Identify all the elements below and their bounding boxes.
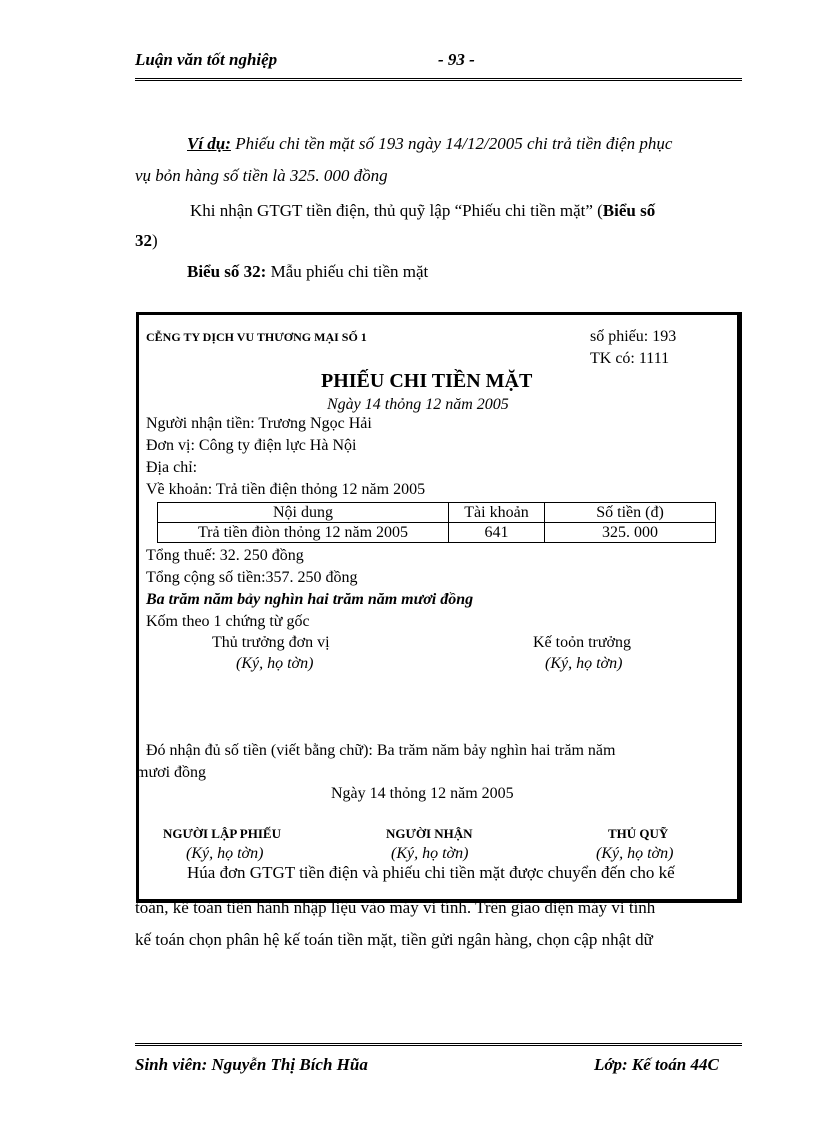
example-text: Phiếu chi tền mặt số 193 ngày 14/12/2005 chi trả tiền điện phục (230, 134, 673, 153)
chief-accountant: Kế toỏn trưởng (533, 634, 632, 651)
paragraph-line-1 (190, 201, 655, 221)
grand-total: Tổng cộng số tiền:357. 250 đồng (146, 569, 358, 586)
after-line-1: Húa đơn GTGT tiền điện và phiếu chi tiền mặt được chuyển đến cho kế (187, 863, 675, 882)
chief-accountant-sign: (Ký, họ tờn) (545, 655, 623, 672)
table-cell: 325. 000 (545, 523, 716, 543)
voucher-number: số phiếu: 193 (590, 328, 677, 345)
footer-rule (135, 1043, 742, 1046)
credit-account: TK có: 1111 (590, 350, 670, 367)
example-line-2: vụ bỏn hàng số tiền là 325. 000 đồng (135, 166, 388, 185)
voucher-table (157, 502, 716, 543)
caption-label: Biểu số 32: (187, 262, 267, 281)
caption-text: Mẫu phiếu chi tiền mặt (266, 262, 429, 281)
receiver-sign: (Ký, họ tờn) (391, 845, 469, 862)
caption (187, 262, 428, 282)
preparer-label: NGƯỜI LẬP PHIẾU (163, 826, 281, 841)
received-line-1: Đó nhận đủ số tiền (viết bằng chữ): Ba trăm năm bảy nghìn hai trăm năm (146, 742, 616, 759)
attachments: Kốm theo 1 chứng từ gốc (146, 613, 310, 630)
received-line-2: mươi đồng (136, 764, 207, 781)
voucher-date: Ngày 14 thỏng 12 năm 2005 (327, 396, 509, 413)
head-of-unit: Thủ trưởng đơn vị (212, 634, 330, 651)
preparer-sign: (Ký, họ tờn) (186, 845, 264, 862)
purpose: Về khoản: Trả tiền điện thỏng 12 năm 2005 (146, 481, 426, 498)
table-header-row (158, 503, 716, 523)
paragraph-line-2 (135, 231, 158, 251)
paragraph-bold: Biểu số (602, 201, 656, 220)
unit: Đơn vị: Công ty điện lực Hà Nội (146, 437, 357, 454)
table-cell: Trả tiền điòn thỏng 12 năm 2005 (158, 523, 449, 543)
table-cell: 641 (449, 523, 545, 543)
header-rule (135, 78, 742, 81)
total-tax: Tổng thuế: 32. 250 đồng (146, 547, 304, 564)
voucher-title: PHIẾU CHI TIỀN MẶT (321, 370, 533, 392)
receiver-label: NGƯỜI NHẬN (386, 826, 473, 841)
voucher-date-2: Ngày 14 thỏng 12 năm 2005 (331, 785, 514, 802)
paragraph-end: ) (152, 231, 158, 250)
address: Địa chỉ: (146, 459, 198, 476)
after-line-2: toán, kế toán tiến hành nhập liệu vào máy vi tính. Trên giao diện máy vi tính (135, 898, 656, 917)
footer-class: Lớp: Kế toán 44C (594, 1055, 719, 1074)
paragraph-bold-2: 32 (135, 231, 152, 250)
after-line-3: kế toán chọn phân hệ kế toán tiền mặt, tiền gửi ngân hàng, chọn cập nhật dữ (135, 930, 653, 949)
table-header-cell: Số tiền (đ) (545, 503, 716, 523)
cashier-label: THỦ QUỸ (608, 826, 669, 841)
example-label: Ví dụ: (187, 134, 231, 153)
table-header-cell: Tài khoản (449, 503, 545, 523)
page-number: - 93 - (438, 50, 475, 69)
table-row (158, 523, 716, 543)
paragraph-text: Khi nhận GTGT tiền điện, thủ quỹ lập “Phiếu chi tiền mặt” ( (190, 201, 603, 220)
head-of-unit-sign: (Ký, họ tờn) (236, 655, 314, 672)
amount-in-words: Ba trăm năm bảy nghìn hai trăm năm mươi đồng (146, 591, 474, 608)
example-line-1 (187, 134, 672, 154)
company-name: CỄNG TY DỊCH VU THƯƠNG MẠI SỐ 1 (146, 330, 367, 344)
table-header-cell: Nội dung (158, 503, 449, 523)
recipient: Người nhận tiền: Trương Ngọc Hải (146, 415, 372, 432)
cashier-sign: (Ký, họ tờn) (596, 845, 674, 862)
header-title: Luận văn tốt nghiệp (135, 50, 278, 69)
footer-student: Sinh viên: Nguyễn Thị Bích Hũa (135, 1055, 368, 1074)
